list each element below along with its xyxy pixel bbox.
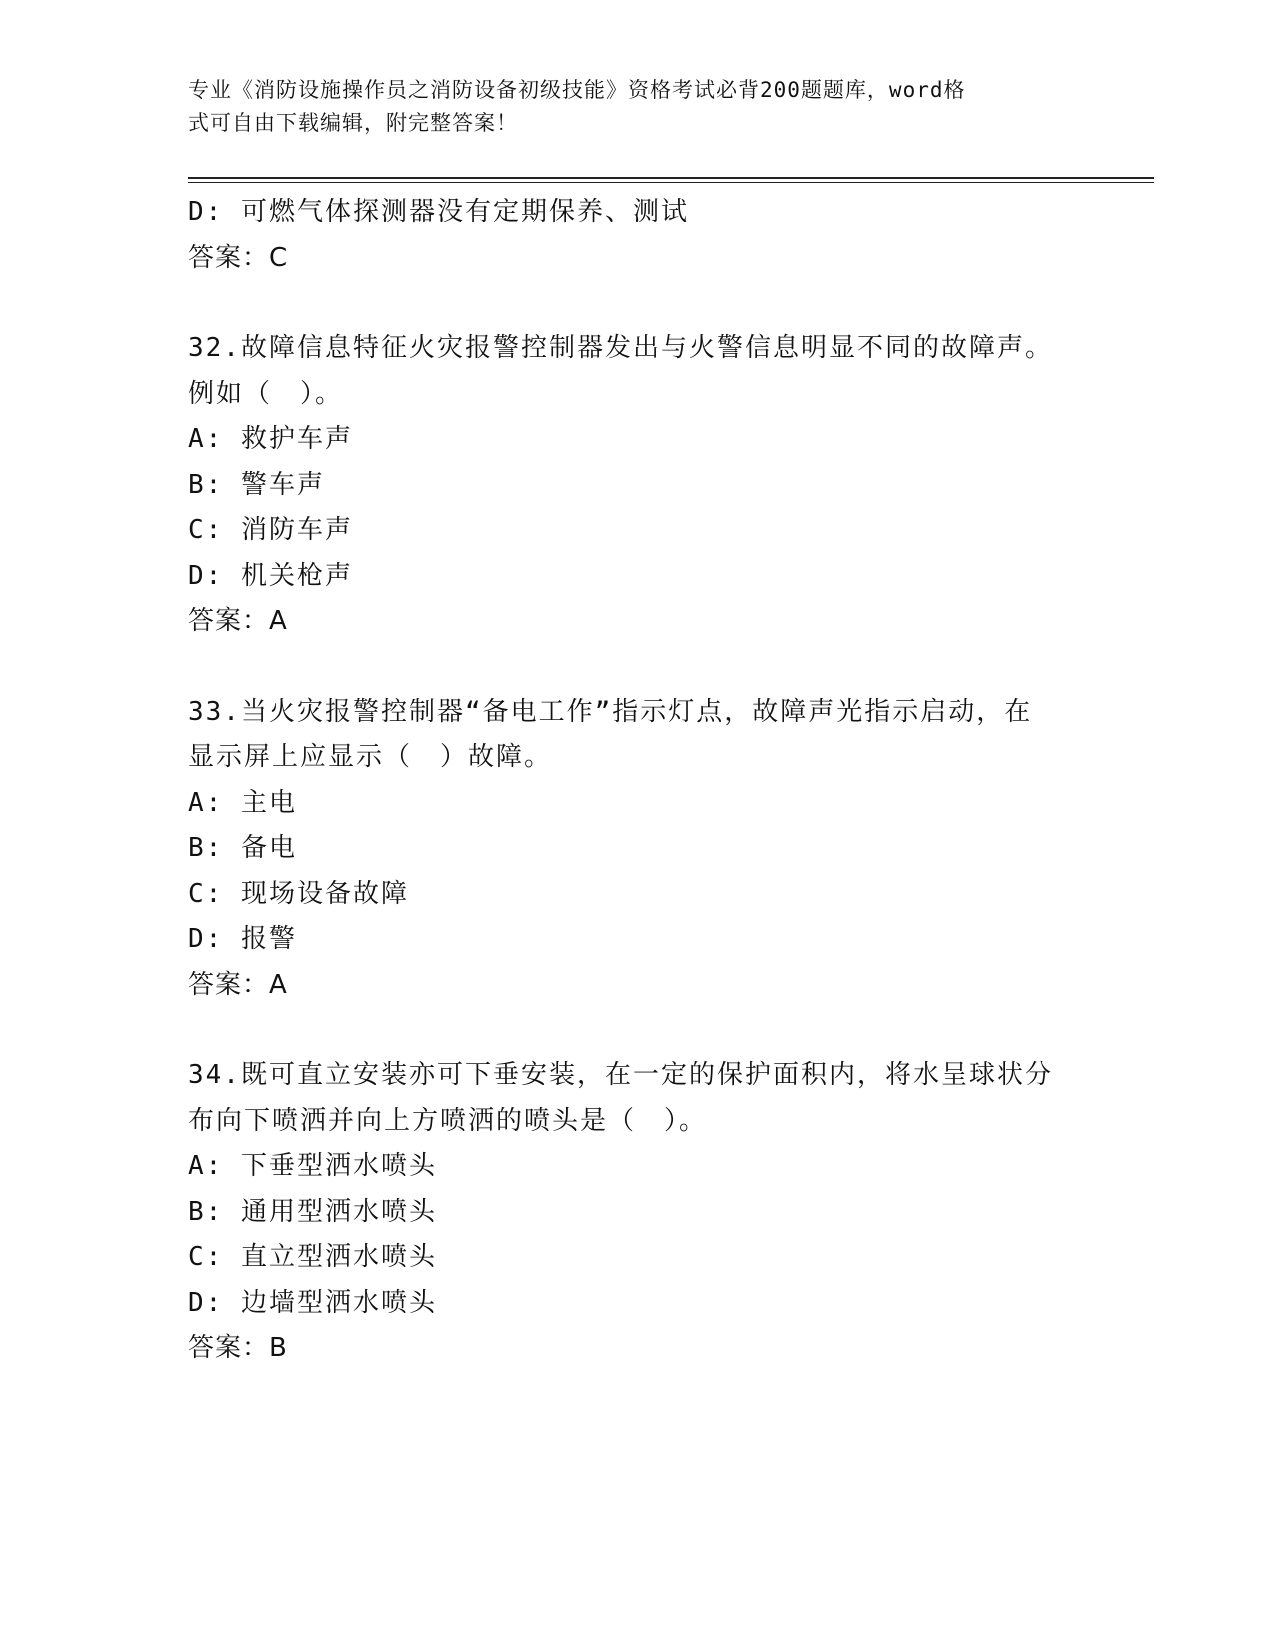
option-a: A: 主电 [188, 787, 297, 818]
question-stem-line-1: 33.当火灾报警控制器“备电工作”指示灯点，故障声光指示启动，在 [188, 696, 1033, 727]
option-c: C: 直立型洒水喷头 [188, 1242, 437, 1272]
question-stem-line-2: 例如（ ）。 [188, 378, 344, 409]
option-b: B: 警车声 [188, 469, 325, 500]
option-d: D: 报警 [188, 924, 297, 954]
previous-question-option-d: D: 可燃气体探测器没有定期保养、测试 [188, 197, 689, 227]
option-c: C: 消防车声 [188, 515, 353, 545]
question-stem-line-2: 显示屏上应显示（ ）故障。 [188, 742, 553, 772]
option-b: B: 备电 [188, 833, 297, 863]
spacer [188, 645, 1088, 690]
question-stem-line-2: 布向下喷洒并向上方喷洒的喷头是（ ）。 [188, 1105, 708, 1136]
header-line-2: 式可自由下载编辑，附完整答案！ [188, 111, 518, 135]
option-d: D: 机关枪声 [188, 560, 353, 591]
option-b: B: 通用型洒水喷头 [188, 1196, 437, 1227]
option-a: A: 救护车声 [188, 424, 353, 454]
spacer [188, 1008, 1088, 1053]
question-33 [188, 690, 1088, 1009]
question-stem-line-1: 34.既可直立安装亦可下垂安装，在一定的保护面积内，将水呈球状分 [188, 1060, 1053, 1090]
question-list [188, 190, 1088, 1372]
question-stem-line-1: 32.故障信息特征火灾报警控制器发出与火警信息明显不同的故障声。 [188, 333, 1053, 363]
option-a: A: 下垂型洒水喷头 [188, 1151, 437, 1181]
header-line-1: 专业《消防设施操作员之消防设备初级技能》资格考试必背200题题库，word格 [188, 78, 966, 102]
header-divider-thick [188, 177, 1154, 179]
question-32 [188, 326, 1088, 645]
previous-question-answer: 答案：C [188, 242, 289, 273]
option-c: C: 现场设备故障 [188, 878, 409, 909]
spacer [188, 281, 1088, 326]
question-34 [188, 1053, 1088, 1372]
question-answer: 答案：B [188, 1333, 288, 1363]
document-header [188, 74, 1068, 140]
option-d: D: 边墙型洒水喷头 [188, 1287, 437, 1318]
question-answer: 答案：A [188, 606, 288, 636]
question-answer: 答案：A [188, 969, 288, 1000]
header-divider-thin [188, 182, 1154, 183]
